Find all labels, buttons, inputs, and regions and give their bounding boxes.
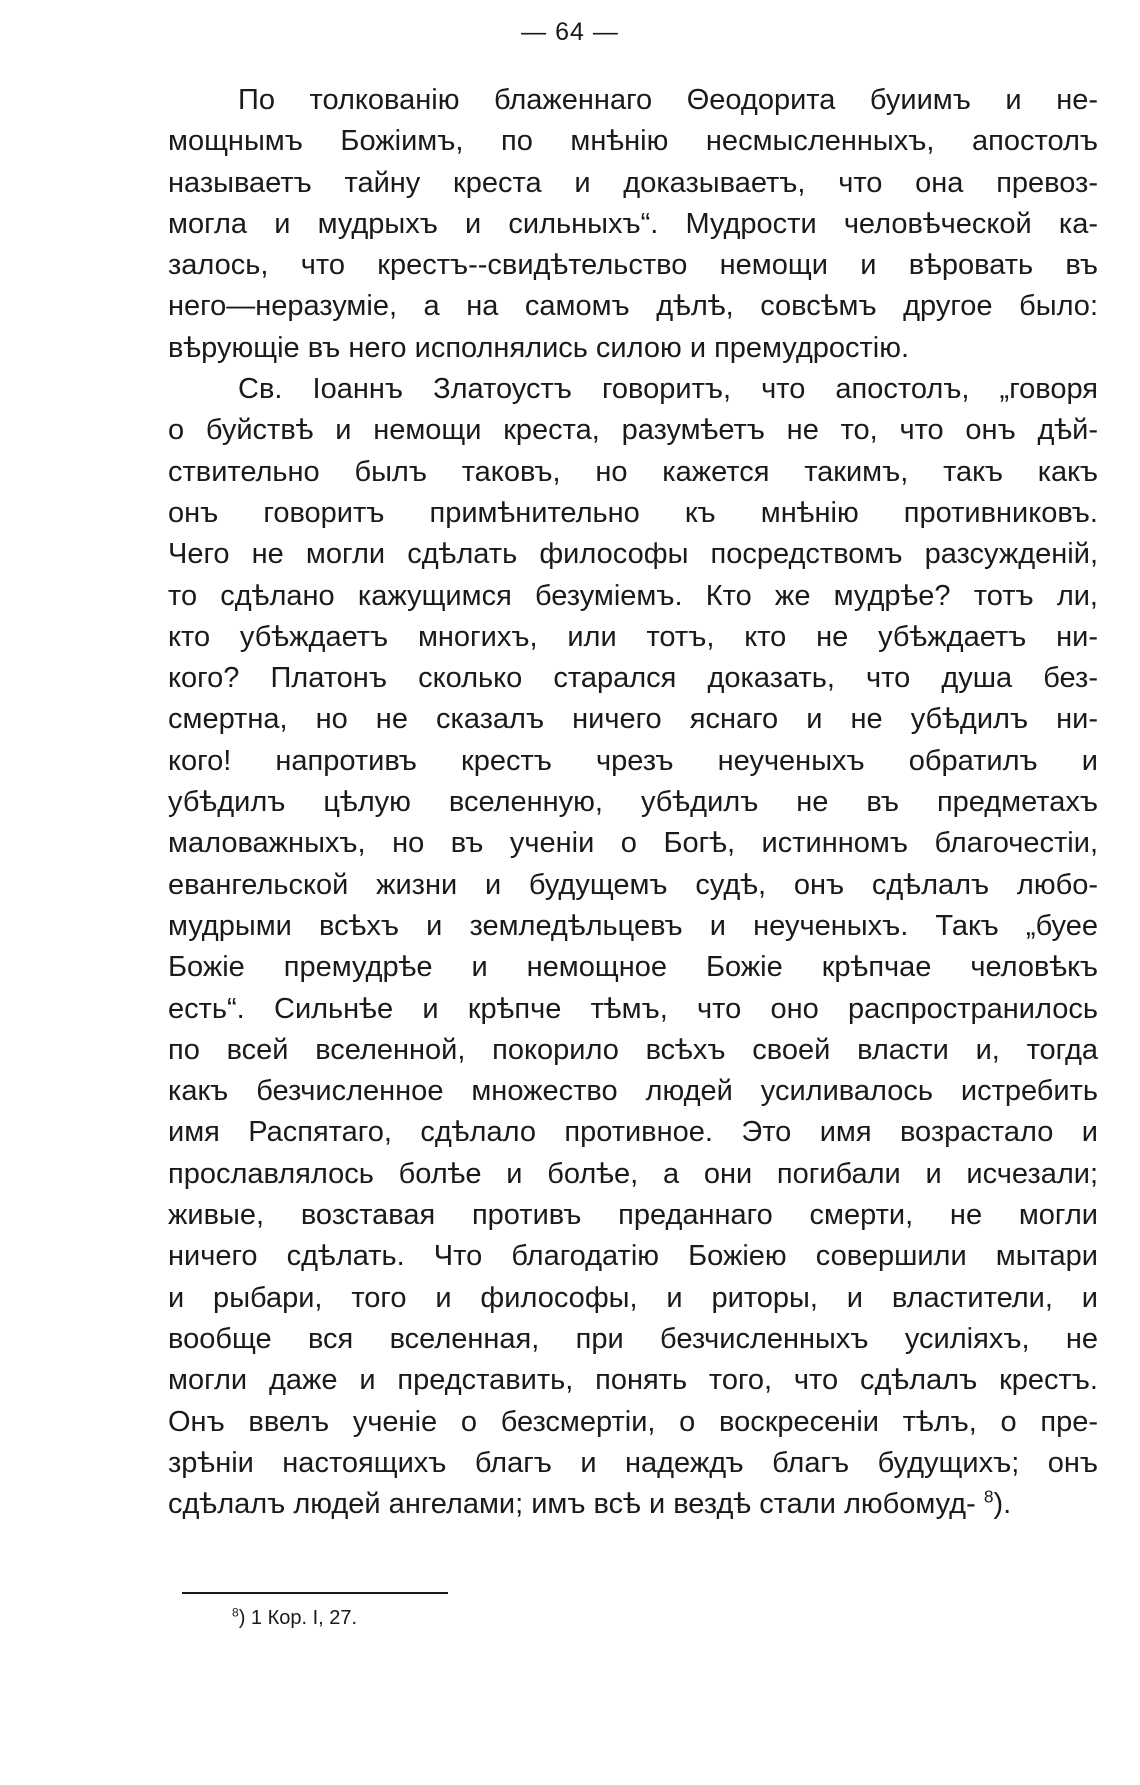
- text-line: маловажныхъ, но въ ученіи о Богѣ, истинномъ благочестіи,: [168, 827, 1098, 860]
- text-line: могли даже и представить, понять того, что сдѣлалъ крестъ.: [168, 1364, 1098, 1397]
- text-line: мощнымъ Божіимъ, по мнѣнію несмысленныхъ, апостолъ: [168, 125, 1098, 158]
- text-line: мудрыми всѣхъ и земледѣльцевъ и неученыхъ. Такъ „буее: [168, 909, 1098, 942]
- text-line: онъ говоритъ примѣнительно къ мнѣнію противниковъ.: [168, 496, 1098, 529]
- text-line: Онъ ввелъ ученіе о безсмертіи, о воскресеніи тѣлъ, о пре-: [168, 1405, 1098, 1438]
- text-line: кого? Платонъ сколько старался доказать, что душа без-: [168, 662, 1098, 695]
- text-line: то сдѣлано кажущимся безуміемъ. Кто же мудрѣе? тотъ ли,: [168, 579, 1098, 612]
- text-line: кто убѣждаетъ многихъ, или тотъ, кто не убѣждаетъ ни-: [168, 620, 1098, 653]
- text-line: могла и мудрыхъ и сильныхъ“. Мудрости человѣческой ка-: [168, 207, 1098, 240]
- text-line: евангельской жизни и будущемъ судѣ, онъ сдѣлалъ любо-: [168, 868, 1098, 901]
- text-line: кого! напротивъ крестъ чрезъ неученыхъ обратилъ и: [168, 744, 1098, 777]
- text-line-final: [168, 1484, 1098, 1525]
- footnote-text: ) 1 Кор. I, 27.: [238, 1607, 358, 1629]
- page-number: — 64 —: [521, 18, 619, 46]
- text-line: имя Распятаго, сдѣлало противное. Это имя возрастало и: [168, 1116, 1098, 1149]
- closing-punctuation: ).: [993, 1488, 1012, 1521]
- text-line: зрѣніи настоящихъ благъ и надеждъ благъ будущихъ; онъ: [168, 1446, 1098, 1479]
- text-line: залось, что крестъ--свидѣтельство немощи и вѣровать въ: [168, 249, 1098, 282]
- text-line: Божіе премудрѣе и немощное Божіе крѣпчае человѣкъ: [168, 951, 1098, 984]
- text-line: называетъ тайну креста и доказываетъ, что она превоз-: [168, 166, 1098, 199]
- text-line: по всей вселенной, покорило всѣхъ своей власти и, тогда: [168, 1033, 1098, 1066]
- text-line: живые, возставая противъ преданнаго смерти, не могли: [168, 1199, 1098, 1232]
- text-line: него—неразуміе, а на самомъ дѣлѣ, совсѣмъ другое было:: [168, 290, 1098, 323]
- text-line-content: сдѣлалъ людей ангелами; имъ всѣ и вездѣ стали любомуд-: [168, 1488, 976, 1521]
- text-line: убѣдилъ цѣлую вселенную, убѣдилъ не въ предметахъ: [168, 786, 1098, 819]
- text-line: о буйствѣ и немощи креста, разумѣетъ не то, что онъ дѣй-: [168, 414, 1098, 447]
- text-line: какъ безчисленное множество людей усиливалось истребить: [168, 1075, 1098, 1108]
- text-line: ствительно былъ таковъ, но кажется такимъ, такъ какъ: [168, 455, 1098, 488]
- text-line: есть“. Сильнѣе и крѣпче тѣмъ, что оно распространилось: [168, 992, 1098, 1025]
- footnote-marker: 8: [232, 1605, 239, 1620]
- footnote-reference[interactable]: 8: [983, 1486, 994, 1507]
- footnote-divider: [182, 1592, 448, 1594]
- text-line: прославлялось болѣе и болѣе, а они погибали и исчезали;: [168, 1157, 1098, 1190]
- text-line: смертна, но не сказалъ ничего яснаго и не убѣдилъ ни-: [168, 703, 1098, 736]
- text-line: По толкованію блаженнаго Θеодорита буиимъ и не-: [238, 84, 1098, 116]
- text-line: и рыбари, того и философы, и риторы, и властители, и: [168, 1281, 1098, 1314]
- text-line: вообще вся вселенная, при безчисленныхъ усиліяхъ, не: [168, 1322, 1098, 1355]
- text-line: ничего сдѣлать. Что благодатію Божіею совершили мытари: [168, 1240, 1098, 1273]
- main-text: [168, 80, 1098, 1525]
- text-line: вѣрующіе въ него исполнялись силою и премудростію.: [168, 331, 910, 364]
- footnote: [232, 1604, 357, 1632]
- text-line: Чего не могли сдѣлать философы посредствомъ разсужденій,: [168, 538, 1098, 571]
- text-line: Св. Іоаннъ Златоустъ говоритъ, что апостолъ, „говоря: [238, 373, 1098, 406]
